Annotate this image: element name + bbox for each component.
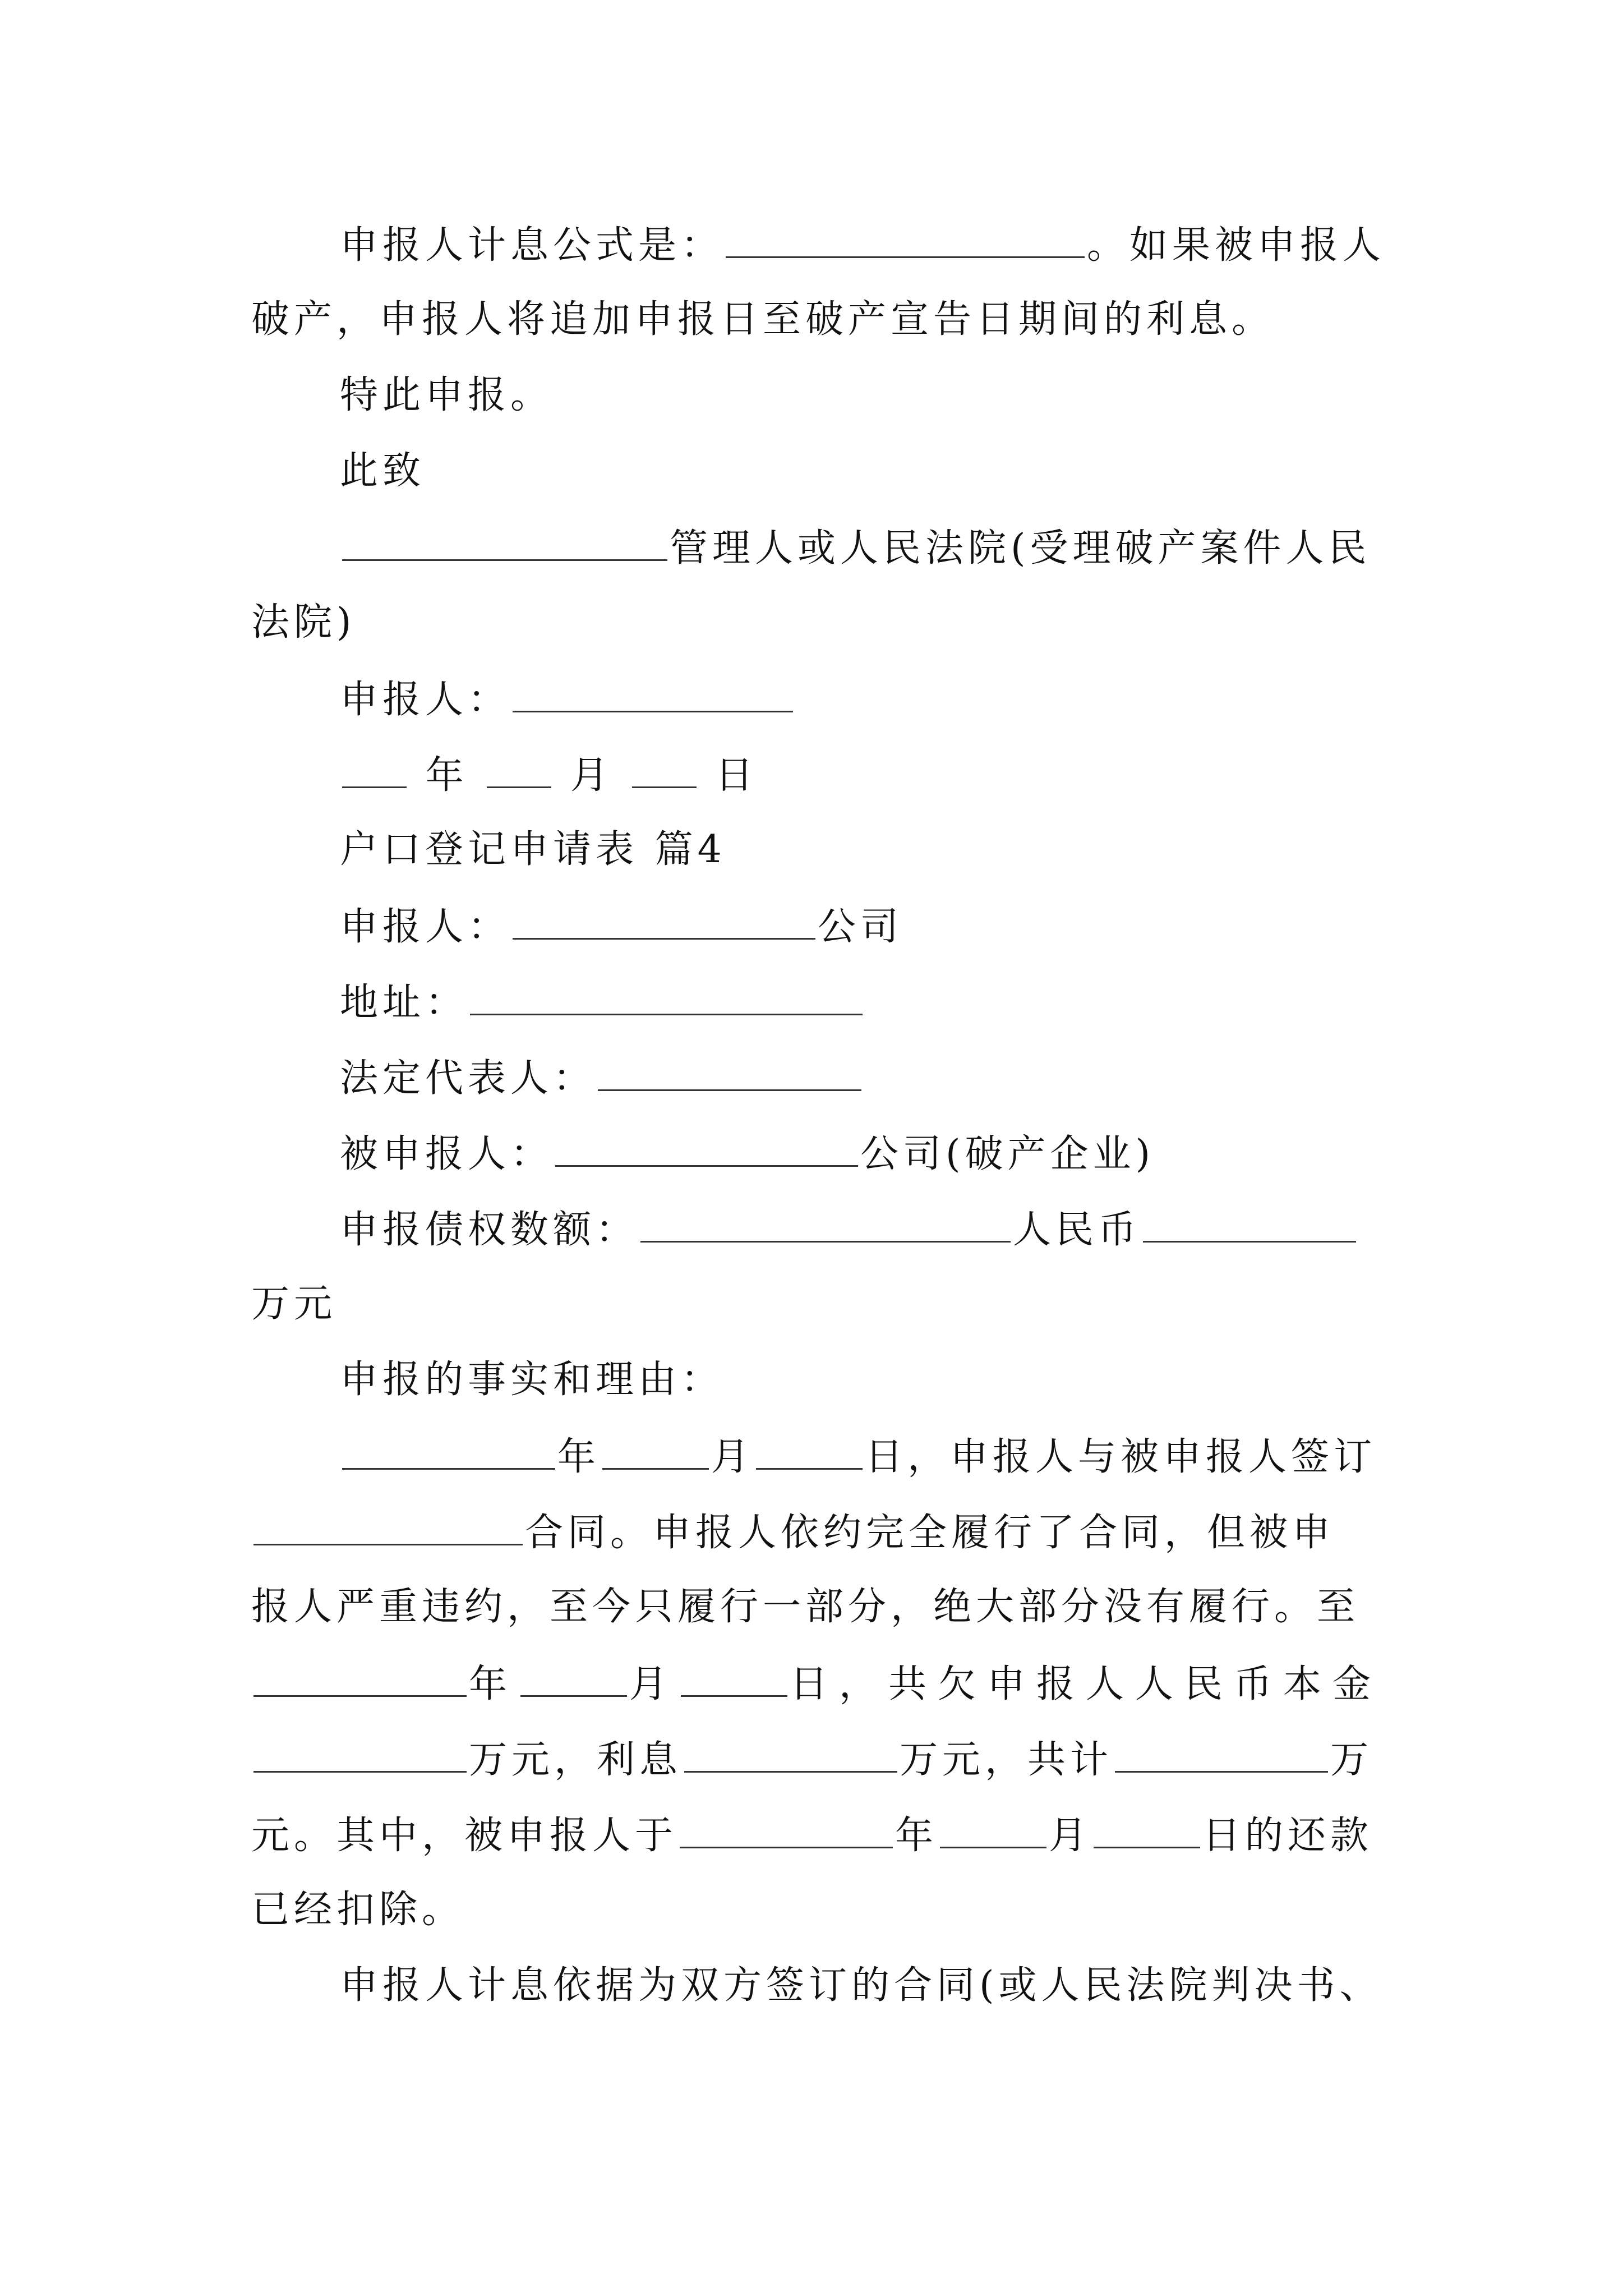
text-line: 特此申报。: [340, 373, 554, 417]
text-segment: 年: [425, 753, 468, 798]
text-line: 法院): [251, 600, 356, 645]
field-label: 地址：: [340, 981, 468, 1025]
text-segment: 万元，共计: [900, 1738, 1113, 1782]
text-line: 已经扣除。: [251, 1888, 465, 1932]
blank-field: [756, 1433, 863, 1470]
text-line: [251, 1660, 1384, 1707]
blank-field: [681, 1660, 787, 1697]
text-segment: 万: [1330, 1738, 1373, 1782]
text-line: 此致: [340, 449, 426, 493]
text-segment: 合同。申报人依约完全履行了合同，但被申: [525, 1511, 1335, 1555]
blank-field: [602, 1433, 709, 1470]
blank-field: [940, 1812, 1046, 1848]
text-line: [251, 1812, 1384, 1858]
text-segment: 元。其中，被申报人于: [251, 1814, 678, 1858]
blank-field: [342, 524, 667, 561]
text-segment: 月: [570, 753, 613, 798]
text-line: 申报人计息依据为双方签订的合同(或人民法院判决书、: [340, 1963, 1382, 2008]
field-label: 申报人：: [340, 905, 511, 949]
text-segment: 月: [1049, 1814, 1092, 1858]
field-label: 申报债权数额：: [340, 1208, 639, 1252]
blank-field: [632, 752, 697, 788]
blank-field: [253, 1660, 467, 1697]
blank-field: [1143, 1206, 1356, 1243]
text-segment: 月: [711, 1435, 754, 1479]
text-segment: 年: [895, 1814, 938, 1858]
blank-field: [342, 752, 407, 788]
blank-field: [555, 1130, 858, 1167]
text-segment: 申报人计息公式是：: [340, 223, 724, 268]
section-heading: 户口登记申请表 篇4: [340, 827, 726, 872]
text-line: [251, 1433, 1384, 1480]
blank-field: [520, 1660, 627, 1697]
text-segment: 年: [557, 1435, 601, 1479]
text-segment: 人民币: [1013, 1208, 1141, 1252]
text-segment: 日，共欠申报人人民币本金: [790, 1662, 1382, 1706]
text-line: [251, 676, 1384, 723]
blank-field: [684, 1736, 897, 1773]
text-line: [251, 524, 1384, 571]
blank-field: [470, 979, 863, 1015]
blank-field: [726, 222, 1085, 258]
text-segment: 公司: [818, 905, 903, 949]
text-line: 申报的事实和理由：: [340, 1358, 724, 1402]
text-segment: 万元，利息: [469, 1738, 683, 1782]
text-segment: 年: [469, 1662, 519, 1706]
text-segment: 申报人：: [340, 678, 511, 722]
text-line: [251, 1509, 1384, 1556]
blank-field: [513, 676, 793, 712]
blank-field: [253, 1509, 523, 1545]
text-line: 破产，申报人将追加申报日至破产宣告日期间的利息。: [251, 297, 1275, 342]
blank-field: [253, 1736, 467, 1773]
blank-field: [640, 1206, 1011, 1243]
blank-field: [598, 1055, 861, 1091]
blank-field: [342, 1433, 555, 1470]
form-field-line: [251, 903, 1384, 950]
text-segment: 日的还款: [1202, 1814, 1373, 1858]
text-segment: 日，申报人与被申报人签订: [865, 1435, 1377, 1479]
text-line: [251, 1736, 1384, 1783]
text-segment: 公司(破产企业): [860, 1132, 1155, 1176]
field-label: 被申报人：: [340, 1132, 554, 1176]
field-label: 法定代表人：: [340, 1056, 596, 1101]
text-segment: 管理人或人民法院(受理破产案件人民: [670, 526, 1371, 570]
blank-field: [513, 903, 815, 940]
form-field-line: [251, 979, 1384, 1025]
text-segment: 日: [715, 753, 758, 798]
form-field-line: [251, 1206, 1384, 1253]
form-field-line: [251, 1130, 1384, 1177]
text-line: 万元: [251, 1282, 337, 1326]
blank-field: [1115, 1736, 1328, 1773]
text-segment: 。如果被申报人: [1087, 223, 1386, 268]
text-line: [251, 222, 1384, 268]
date-line: [251, 752, 1384, 798]
form-field-line: [251, 1055, 1384, 1101]
blank-field: [487, 752, 551, 788]
blank-field: [1094, 1812, 1200, 1848]
text-segment: 月: [629, 1662, 679, 1706]
text-line: 报人严重违约，至今只履行一部分，绝大部分没有履行。至: [251, 1585, 1360, 1629]
blank-field: [680, 1812, 893, 1848]
